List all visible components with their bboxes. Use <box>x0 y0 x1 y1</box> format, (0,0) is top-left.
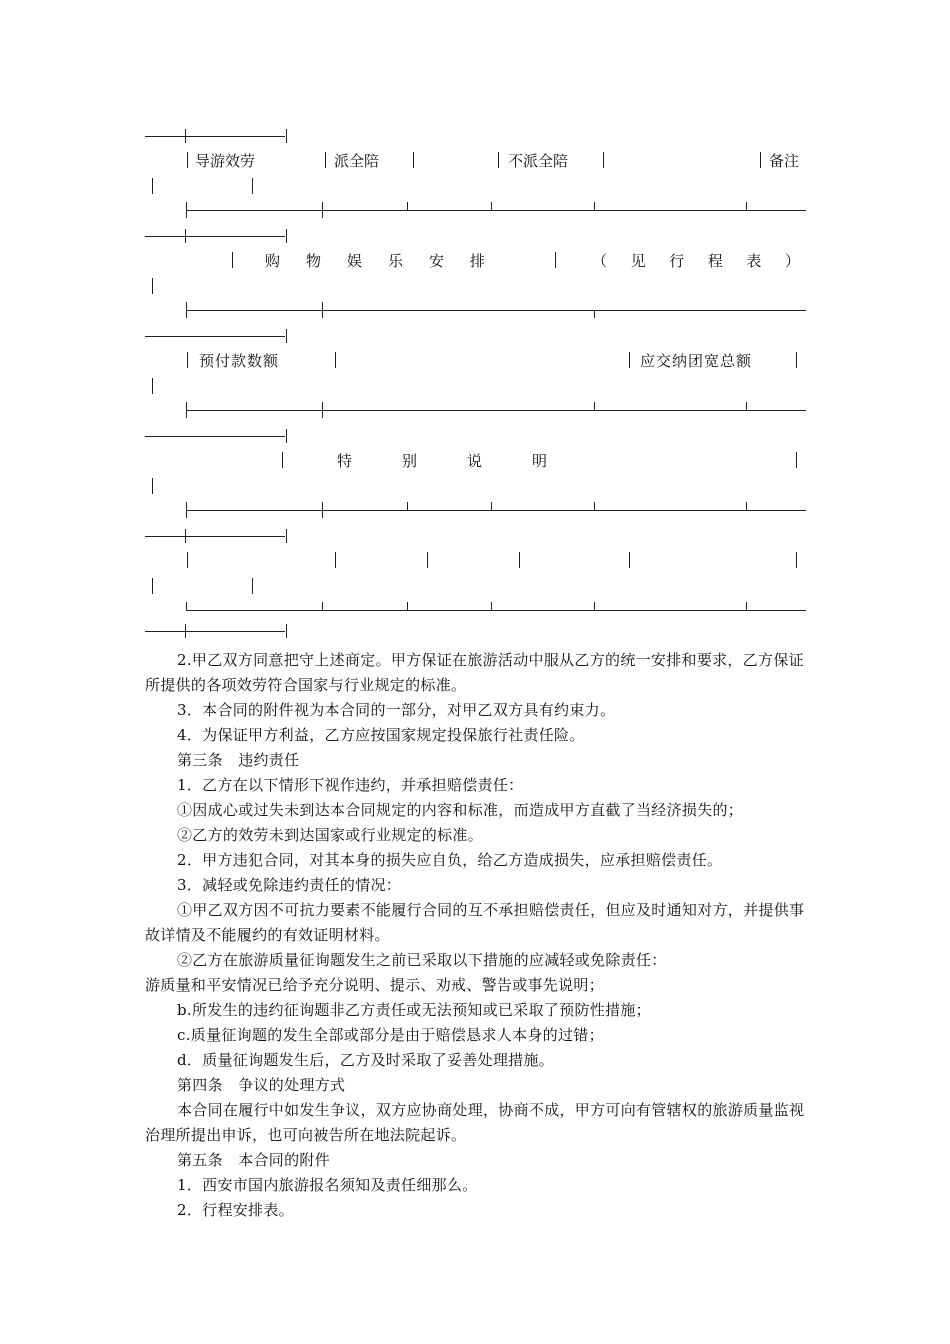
table-line <box>186 602 187 611</box>
spread-char: 程 <box>707 252 723 270</box>
table-line <box>145 631 285 632</box>
table-line <box>185 129 186 143</box>
table-line <box>186 610 806 611</box>
section-heading: 第三条 违约责任 <box>177 751 300 769</box>
table-line <box>629 352 630 368</box>
spread-char: 明 <box>531 452 547 470</box>
spread-char: 特 <box>337 452 353 470</box>
spread-char: 安 <box>428 252 444 270</box>
table-line <box>760 152 761 168</box>
table-line <box>152 278 153 294</box>
table-line <box>145 436 285 437</box>
paragraph: 3．本合同的附件视为本合同的一部分，对甲乙双方具有约束力。 <box>177 701 616 719</box>
cell-shopping-entertainment <box>265 251 485 271</box>
table-line <box>152 578 153 594</box>
cell-total-payable: 应交纳团宽总额 <box>640 352 753 370</box>
table-line <box>232 252 233 268</box>
table-line <box>186 402 187 418</box>
cell-guide-service: 导游效劳 <box>195 152 256 170</box>
table-line <box>286 329 287 343</box>
table-line <box>145 536 285 537</box>
table-line <box>796 552 797 568</box>
table-line <box>286 129 287 143</box>
cell-remarks: 备注 <box>769 152 800 170</box>
table-line <box>335 352 336 368</box>
table-line <box>286 529 287 543</box>
paragraph: 2．行程安排表。 <box>177 1201 294 1219</box>
cell-full-escort: 派全陪 <box>334 152 380 170</box>
paragraph: d．质量征询题发生后，乙方及时采取了妥善处理措施。 <box>177 1051 555 1069</box>
paragraph: 3．减轻或免除违约责任的情况： <box>177 876 402 894</box>
paragraph: c.质量征询题的发生全部或部分是由于赔偿恳求人本身的过错； <box>177 1026 604 1044</box>
table-line <box>187 552 188 568</box>
paragraph: ①因成心或过失未到达本合同规定的内容和标准，而造成甲方直截了当经济损失的； <box>177 801 744 819</box>
table-line <box>187 352 188 368</box>
table-line <box>335 552 336 568</box>
spread-char: 购 <box>265 252 281 270</box>
table-line <box>594 602 595 611</box>
spread-char: ） <box>784 252 800 270</box>
spread-char: 说 <box>466 452 482 470</box>
table-line <box>322 502 323 518</box>
table-line <box>322 202 323 218</box>
table-line <box>491 202 492 211</box>
table-line <box>286 624 287 638</box>
table-line <box>252 178 253 194</box>
spread-char: 排 <box>469 252 485 270</box>
cell-no-full-escort: 不派全陪 <box>508 152 569 170</box>
table-line <box>796 452 797 468</box>
spread-char: 物 <box>305 252 321 270</box>
table-line <box>322 602 323 611</box>
table-line <box>555 252 556 268</box>
table-line <box>282 452 283 468</box>
spread-char: 表 <box>746 252 762 270</box>
table-line <box>322 302 323 318</box>
table-line <box>413 152 414 168</box>
paragraph: 1．乙方在以下情形下视作违约，并承担赔偿责任： <box>177 776 524 794</box>
spread-char: 行 <box>669 252 685 270</box>
table-line <box>186 502 187 518</box>
paragraph: b.所发生的违约征询题非乙方责任或无法预知或已采取了预防性措施； <box>177 1001 651 1019</box>
paragraph: ②乙方在旅游质量征询题发生之前已采取以下措施的应减轻或免除责任： <box>177 951 667 969</box>
table-line <box>603 152 604 168</box>
table-line <box>185 624 186 638</box>
table-line <box>186 202 187 218</box>
table-line <box>286 229 287 243</box>
paragraph: ①甲乙双方因不可抗力要素不能履行合同的互不承担赔偿责任，但应及时通知对方，并提供事故详情及不能履约的有效证明材料。 <box>145 901 805 944</box>
table-line <box>491 502 492 511</box>
table-line <box>746 502 747 511</box>
table-line <box>322 402 323 418</box>
table-line <box>186 302 187 318</box>
table-line <box>185 529 186 543</box>
paragraph: 2．甲方违犯合同，对其本身的损失应自负，给乙方造成损失，应承担赔偿责任。 <box>177 851 723 869</box>
section-heading: 第五条 本合同的附件 <box>177 1151 331 1169</box>
cell-special-notes <box>337 451 547 471</box>
cell-prepayment: 预付款数额 <box>199 352 280 370</box>
table-line <box>152 478 153 494</box>
table-line <box>796 352 797 368</box>
spread-char: （ <box>592 252 608 270</box>
table-line <box>629 552 630 568</box>
table-line <box>145 236 285 237</box>
table-line <box>185 229 186 243</box>
table-line <box>145 336 285 337</box>
paragraph: 2.甲乙双方同意把守上述商定。甲方保证在旅游活动中服从乙方的统一安排和要求，乙方保证所提供的各项效劳符合国家与行业规定的标准。 <box>145 651 804 694</box>
paragraph: 4．为保证甲方利益，乙方应按国家规定投保旅行社责任险。 <box>177 726 585 744</box>
table-line <box>746 202 747 211</box>
table-line <box>152 378 153 394</box>
table-line <box>186 210 806 211</box>
table-line <box>407 502 408 511</box>
table-line <box>407 202 408 211</box>
table-line <box>186 310 806 311</box>
table-line <box>252 578 253 594</box>
table-line <box>594 502 595 511</box>
table-line <box>186 510 806 511</box>
table-line <box>186 410 806 411</box>
table-line <box>491 602 492 611</box>
table-line <box>286 429 287 443</box>
table-line <box>594 202 595 211</box>
section-heading: 第四条 争议的处理方式 <box>177 1076 346 1094</box>
spread-char: 见 <box>630 252 646 270</box>
table-line <box>519 552 520 568</box>
spread-char: 娱 <box>346 252 362 270</box>
table-line <box>145 136 285 137</box>
table-line <box>594 310 595 318</box>
table-line <box>407 602 408 611</box>
paragraph: ②乙方的效劳未到达国家或行业规定的标准。 <box>177 826 484 844</box>
paragraph: 游质量和平安情况已给予充分说明、提示、劝戒、警告或事先说明； <box>145 976 605 994</box>
table-line <box>152 178 153 194</box>
table-line <box>498 152 499 168</box>
spread-char: 别 <box>401 452 417 470</box>
cell-see-itinerary <box>592 251 800 271</box>
table-line <box>325 152 326 168</box>
paragraph: 本合同在履行中如发生争议，双方应协商处理，协商不成，甲方可向有管辖权的旅游质量监视治理所提出申诉，也可向被告所在地法院起诉。 <box>145 1101 805 1144</box>
table-line <box>746 402 747 411</box>
table-line <box>427 552 428 568</box>
table-line <box>746 602 747 611</box>
paragraph: 1．西安市国内旅游报名须知及责任细那么。 <box>177 1176 478 1194</box>
table-line <box>594 402 595 411</box>
spread-char: 乐 <box>387 252 403 270</box>
table-line <box>187 152 188 168</box>
